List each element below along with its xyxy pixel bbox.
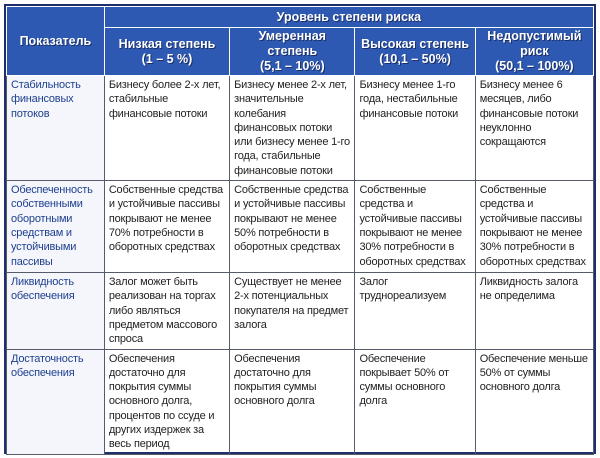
level-range: (50,1 – 100%) [495, 59, 574, 73]
level-range: (10,1 – 50%) [379, 51, 451, 66]
table-cell: Ликвидность залога не определима [475, 273, 593, 349]
risk-level-table [6, 6, 594, 455]
table-cell: Бизнесу более 2-х лет, стабильные финансовые потоки [104, 76, 229, 181]
header-level-low [104, 28, 229, 76]
table-cell: Собственные средства и устойчивые пассивы покрывают не менее 30% потребности в оборотных средствах [475, 181, 593, 273]
table-row [7, 273, 594, 349]
header-level-high [355, 28, 475, 76]
table-cell: Бизнесу менее 2-х лет, значительные колебания финансовых потоки или бизнесу менее 1-го года, стабильные финансовые потоки [230, 76, 355, 181]
table-cell: Бизнесу менее 1-го года, нестабильные финансовые потоки [355, 76, 475, 181]
table-cell: Обеспечение меньше 50% от суммы основного долга [475, 349, 593, 454]
level-name: Умеренная степень [258, 29, 326, 58]
level-name: Высокая степень [361, 36, 470, 51]
row-label: Ликвидность обеспечения [7, 273, 105, 349]
header-level-moderate [230, 28, 355, 76]
table-row [7, 181, 594, 273]
table-cell: Залог может быть реализован на торгах либо являться предметом массового спроса [104, 273, 229, 349]
level-range: (5,1 – 10%) [259, 59, 325, 73]
table-cell: Обеспечения достаточно для покрытия суммы основного долга, процентов по ссуде и других издержек за весь период [104, 349, 229, 454]
header-indicator: Показатель [7, 7, 105, 76]
table-row [7, 76, 594, 181]
table-cell: Собственные средства и устойчивые пассивы покрывают не менее 30% потребности в оборотных средствах [355, 181, 475, 273]
row-label: Достаточность обеспечения [7, 349, 105, 454]
risk-table-frame [4, 4, 596, 454]
table-cell: Собственные средства и устойчивые пассивы покрывают не менее 70% потребности в оборотных средствах [104, 181, 229, 273]
table-cell: Бизнесу менее 6 месяцев, либо финансовые потоки неуклонно сокращаются [475, 76, 593, 181]
table-cell: Обеспечения достаточно для покрытия суммы основного долга [230, 349, 355, 454]
header-risk-level: Уровень степени риска [104, 7, 593, 28]
row-label: Обеспеченность собственными оборотными средствам и устойчивыми пассивы [7, 181, 105, 273]
level-range: (1 – 5 %) [141, 51, 193, 66]
table-cell: Обеспечение покрывает 50% от суммы основного долга [355, 349, 475, 454]
header-row-top [7, 7, 594, 28]
table-cell: Залог труднореализуем [355, 273, 475, 349]
table-row [7, 349, 594, 454]
level-name: Недопустимый риск [487, 29, 582, 58]
level-name: Низкая степень [118, 36, 216, 51]
row-label: Стабильность финансовых потоков [7, 76, 105, 181]
table-cell: Собственные средства и устойчивые пассивы покрывают не менее 50% потребности в оборотных средствах [230, 181, 355, 273]
table-cell: Существует не менее 2-х потенциальных покупателя на предмет залога [230, 273, 355, 349]
header-level-unacceptable [475, 28, 593, 76]
